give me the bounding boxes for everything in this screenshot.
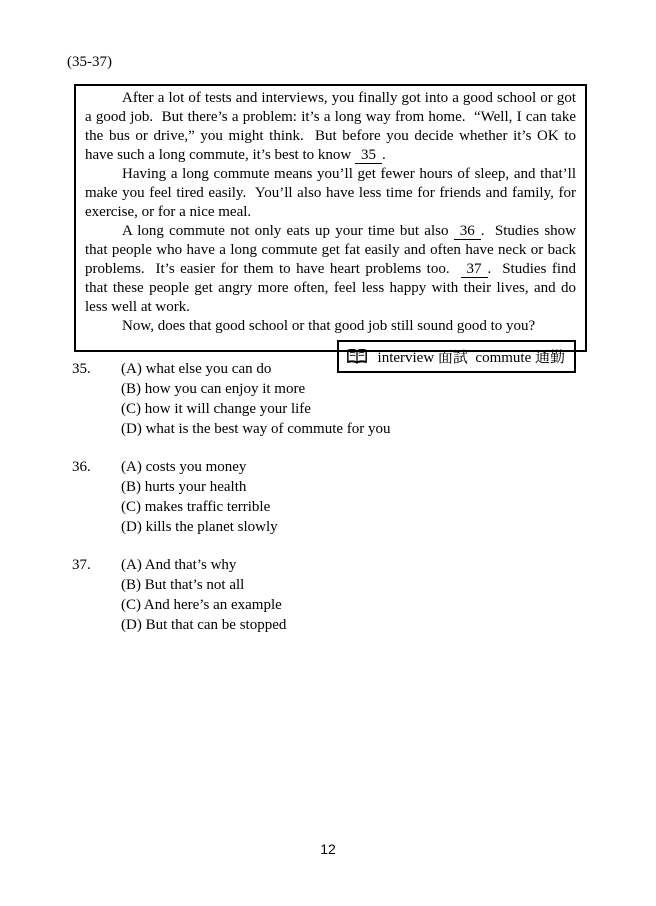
paragraph-text: Having a long commute means you’ll get fewer hours of sleep, and that’ll make you feel tired easily. You’ll also have less time for friends and family, for exercise, or for a nice meal. xyxy=(85,166,580,220)
option-b: (B) how you can enjoy it more xyxy=(121,381,306,397)
vocabulary-entries: interview 面試 commute 通勤 xyxy=(377,350,565,366)
cloze-blank-35: 35 xyxy=(355,147,382,164)
paragraph-text: . Studies show that people who have a long commute get fat easily and often have neck or back problems. It’s easier for them to have heart problems too. xyxy=(85,223,580,277)
paragraph-text: . Studies find that these people get angry more often, feel less happy with their lives, and do less well at work. xyxy=(85,261,580,315)
passage-paragraph-1 xyxy=(85,89,580,165)
paragraph-text: After a lot of tests and interviews, you finally got into a good school or got a good job. But there’s a problem: it’s a long way from home. “Well, I can take the bus or drive,” you might think. But before you decide whether it’s OK to have such a long commute, it’s best to know xyxy=(85,90,580,163)
question-group-label: (35-37) xyxy=(67,54,112,70)
passage-paragraph-2 xyxy=(85,165,580,222)
question-number: 35. xyxy=(72,361,91,377)
reading-passage-box xyxy=(74,84,587,366)
option-c: (C) And here’s an example xyxy=(121,597,282,613)
question-options xyxy=(121,555,286,635)
question-37 xyxy=(72,555,592,635)
question-number: 37. xyxy=(72,557,91,573)
option-a: (A) what else you can do xyxy=(121,361,272,377)
passage-paragraph-4 xyxy=(85,317,576,336)
option-b: (B) But that’s not all xyxy=(121,577,245,593)
question-options xyxy=(121,457,278,537)
option-c: (C) makes traffic terrible xyxy=(121,499,271,515)
passage-paragraph-3 xyxy=(85,222,580,317)
question-options xyxy=(121,359,391,439)
question-number: 36. xyxy=(72,459,91,475)
option-c: (C) how it will change your life xyxy=(121,401,311,417)
option-a: (A) costs you money xyxy=(121,459,247,475)
option-d: (D) what is the best way of commute for you xyxy=(121,421,391,437)
question-36 xyxy=(72,457,592,537)
option-a: (A) And that’s why xyxy=(121,557,237,573)
question-35 xyxy=(72,359,592,439)
paragraph-text: . xyxy=(381,147,386,163)
option-d: (D) kills the planet slowly xyxy=(121,519,278,535)
option-b: (B) hurts your health xyxy=(121,479,247,495)
cloze-blank-36: 36 xyxy=(454,223,481,240)
paragraph-text: Now, does that good school or that good job still sound good to you? xyxy=(122,318,536,334)
cloze-blank-37: 37 xyxy=(461,261,488,278)
paragraph-text: A long commute not only eats up your time but also xyxy=(122,223,454,239)
questions-section xyxy=(72,359,592,653)
page-number: 12 xyxy=(320,841,336,857)
option-d: (D) But that can be stopped xyxy=(121,617,287,633)
